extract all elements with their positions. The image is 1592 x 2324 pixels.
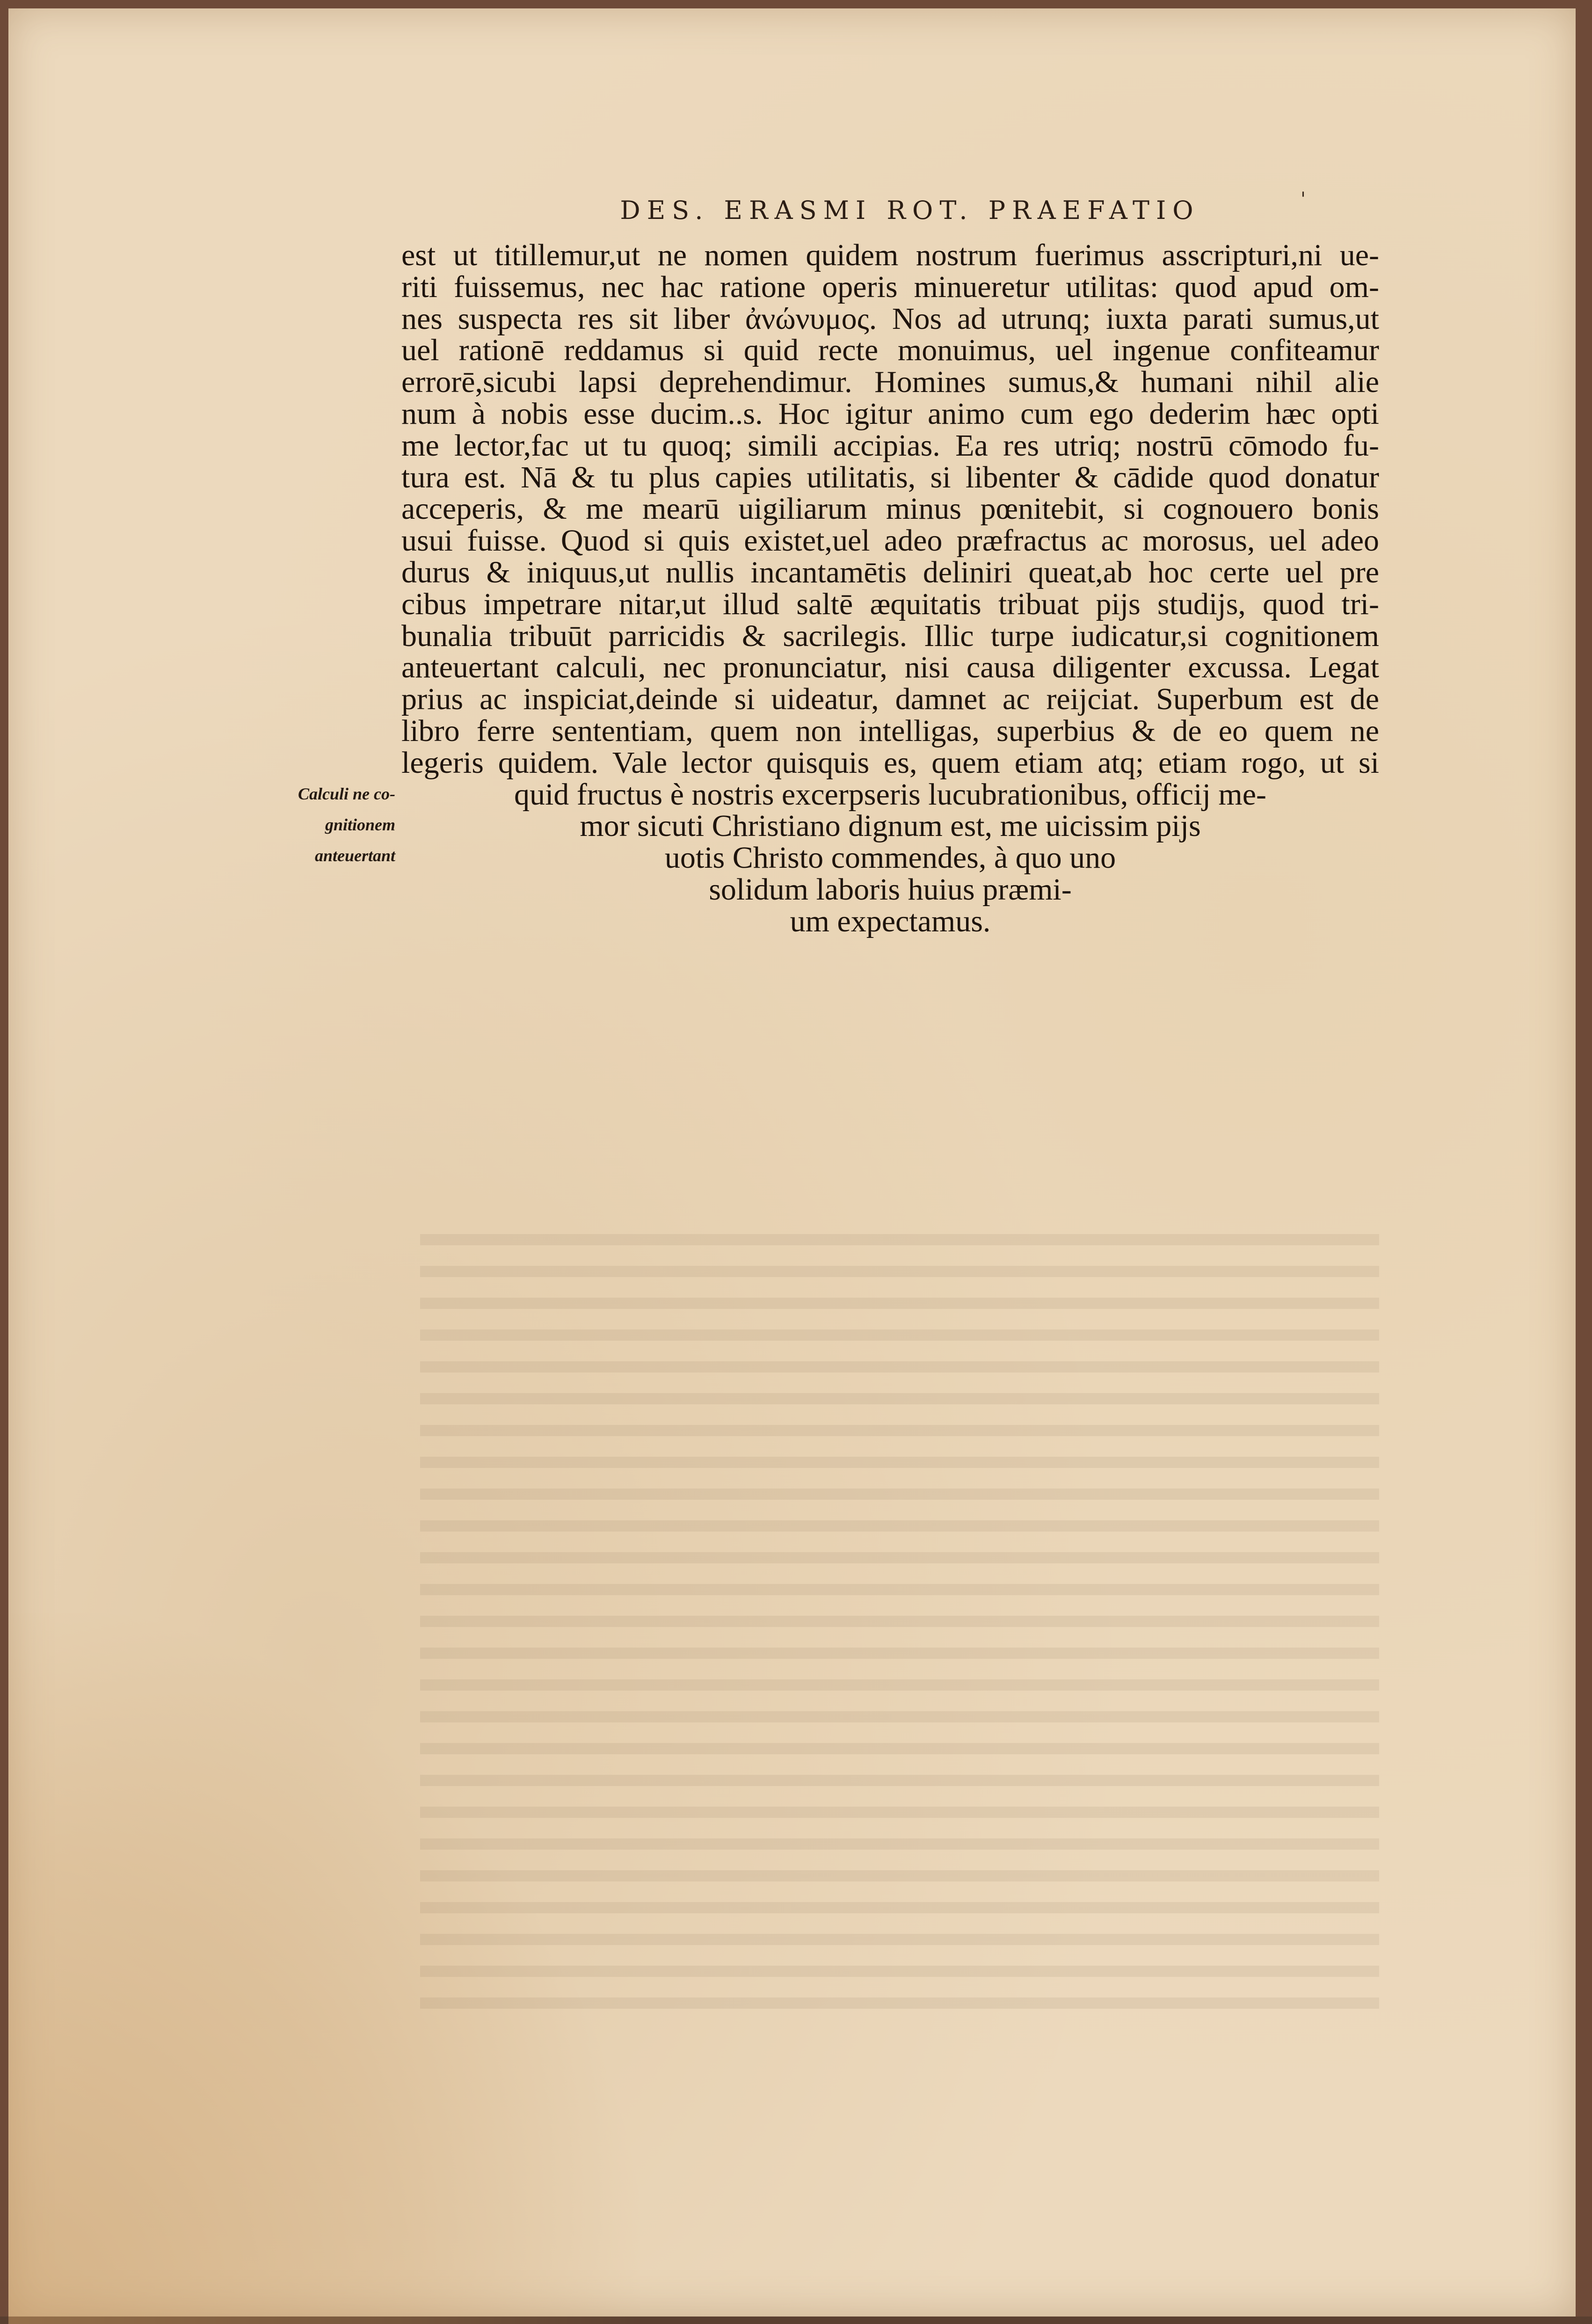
text-line: legeris quidem. Vale lector quisquis es, quem etiam atq; etiam rogo, ut si <box>401 745 1379 780</box>
text-line: me lector,fac ut tu quoq; simili accipias. Ea res utriq; nostrū cōmodo fu- <box>401 428 1379 463</box>
margin-note-line: gnitionem <box>325 815 395 834</box>
body-text-block <box>401 240 1379 937</box>
text-line: bunalia tribuūt parricidis & sacrilegis. Illic turpe iudicatur,si cognitionem <box>401 618 1379 653</box>
margin-note <box>255 778 395 871</box>
show-through-text <box>420 1234 1379 2011</box>
text-line: usui fuisse. Quod si quis existet,uel adeo præfractus ac morosus, uel adeo <box>401 523 1379 558</box>
header-mark: ' <box>1301 189 1306 210</box>
text-line: prius ac inspiciat,deinde si uideatur, damnet ac reijciat. Superbum est de <box>401 682 1379 717</box>
text-line: libro ferre sententiam, quem non intelligas, superbius & de eo quem ne <box>401 713 1379 748</box>
text-line: uel rationē reddamus si quid recte monuimus, uel ingenue confiteamur <box>401 333 1379 368</box>
text-line: acceperis, & me mearū uigiliarum minus pœnitebit, si cognouero bonis <box>401 492 1379 526</box>
text-line: anteuertant calculi, nec pronunciatur, nisi causa diligenter excussa. Legat <box>401 650 1379 685</box>
text-line: mor sicuti Christiano dignum est, me uicissim pijs <box>580 809 1201 843</box>
text-line: durus & iniquus,ut nullis incantamētis deliniri queat,ab hoc certe uel pre <box>401 555 1379 589</box>
text-line: num à nobis esse ducim..s. Hoc igitur animo cum ego dederim hæc opti <box>401 396 1379 431</box>
text-line: riti fuissemus, nec hac ratione operis minueretur utilitas: quod apud om- <box>401 269 1379 304</box>
running-header: DES. ERASMI ROT. PRAEFATIO <box>620 196 1200 225</box>
text-line: tura est. Nā & tu plus capies utilitatis, si libenter & cādide quod donatur <box>401 460 1379 494</box>
text-line: errorē,sicubi lapsi deprehendimur. Homines sumus,& humani nihil alie <box>401 365 1379 399</box>
margin-note-line: Calculi ne co- <box>298 784 395 803</box>
margin-note-line: anteuertant <box>314 846 395 865</box>
text-line: nes suspecta res sit liber ἀνώνυμος. Nos ad utrunq; iuxta parati sumus,ut <box>401 301 1379 336</box>
text-line: um expectamus. <box>790 904 991 938</box>
text-line: cibus impetrare nitar,ut illud saltē æquitatis tribuat pijs studijs, quod tri- <box>401 587 1379 621</box>
text-line: uotis Christo commendes, à quo uno <box>664 841 1116 875</box>
text-line: est ut titillemur,ut ne nomen quidem nostrum fuerimus asscripturi,ni ue- <box>401 238 1379 272</box>
text-line: quid fructus è nostris excerpseris lucubrationibus, officij me- <box>514 777 1267 812</box>
text-line: solidum laboris huius præmi- <box>709 872 1072 907</box>
